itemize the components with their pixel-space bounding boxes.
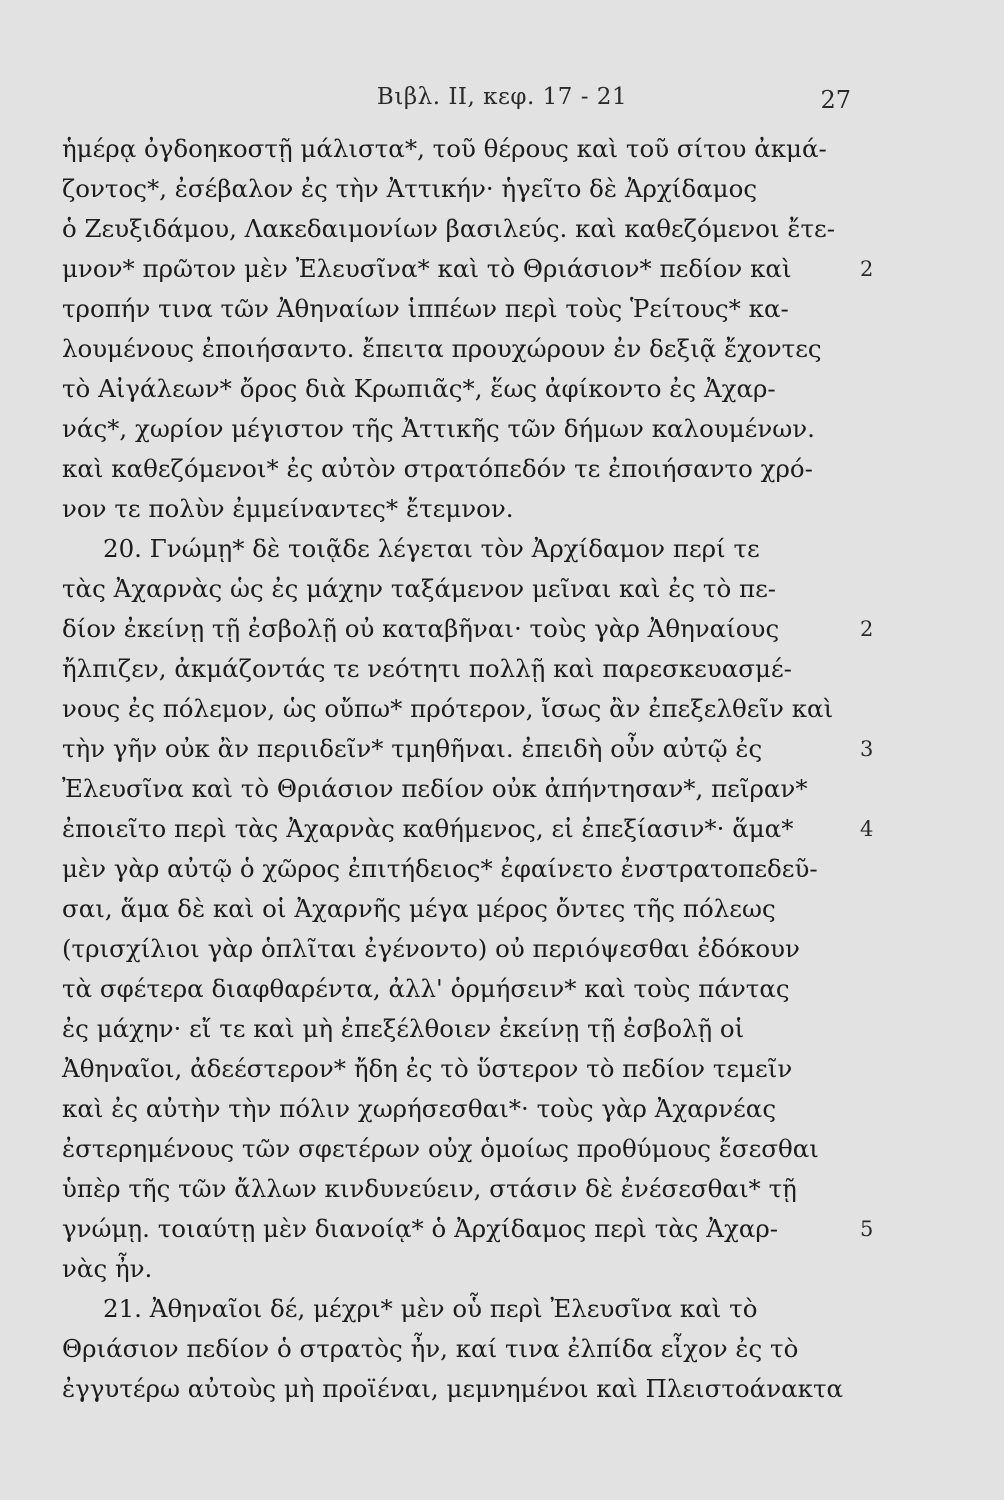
section-heading-line: 21. Ἀθηναῖοι δέ, μέχρι* μὲν οὗ περὶ Ἐλευσῖνα καὶ τὸ	[103, 1294, 758, 1323]
text-line: Ἐλευσῖνα καὶ τὸ Θριάσιον πεδίον οὐκ ἀπήντησαν*, πεῖραν*	[62, 774, 808, 803]
text-line: ἐποιεῖτο περὶ τὰς Ἀχαρνὰς καθήμενος, εἰ ἐπεξίασιν*· ἅμα*	[62, 814, 794, 843]
margin-sentence-number: 3	[860, 737, 874, 761]
text-line: καὶ ἐς αὐτὴν τὴν πόλιν χωρήσεσθαι*· τοὺς γὰρ Ἀχαρνέας	[62, 1094, 777, 1123]
text-line: νον τε πολὺν ἐμμείναντες* ἔτεμνον.	[62, 494, 514, 523]
text-line: Θριάσιον πεδίον ὁ στρατὸς ἦν, καί τινα ἐλπίδα εἶχον ἐς τὸ	[62, 1334, 799, 1363]
text-line: σαι, ἅμα δὲ καὶ οἱ Ἀχαρνῆς μέγα μέρος ὄντες τῆς πόλεως	[62, 894, 776, 923]
running-head: Βιβλ. II, κεφ. 17 - 21	[376, 84, 628, 110]
text-line: τροπήν τινα τῶν Ἀθηναίων ἱππέων περὶ τοὺς Ῥείτους* κα-	[62, 294, 789, 323]
text-line: μὲν γὰρ αὐτῷ ὁ χῶρος ἐπιτήδειος* ἐφαίνετο ἐνστρατοπεδεῦ-	[62, 854, 818, 883]
text-line: ἤλπιζεν, ἀκμάζοντάς τε νεότητι πολλῇ καὶ παρεσκευασμέ-	[62, 654, 792, 683]
text-line: τὰ σφέτερα διαφθαρέντα, ἀλλ' ὁρμήσειν* καὶ τοὺς πάντας	[62, 974, 790, 1003]
page-number: 27	[820, 86, 851, 114]
text-line: ἐς μάχην· εἴ τε καὶ μὴ ἐπεξέλθοιεν ἐκείνῃ τῇ ἐσβολῇ οἱ	[62, 1014, 745, 1043]
section-heading-line: 20. Γνώμῃ* δὲ τοιᾷδε λέγεται τὸν Ἀρχίδαμον περί τε	[103, 534, 760, 563]
margin-sentence-number: 4	[860, 817, 874, 841]
text-line: ἐστερημένους τῶν σφετέρων οὐχ ὁμοίως προθύμους ἔσεσθαι	[62, 1134, 819, 1163]
text-line: (τρισχίλιοι γὰρ ὁπλῖται ἐγένοντο) οὐ περιόψεσθαι ἐδόκουν	[62, 934, 800, 963]
text-line: Ἀθηναῖοι, ἀδεέστερον* ἤδη ἐς τὸ ὕστερον τὸ πεδίον τεμεῖν	[62, 1054, 793, 1083]
margin-sentence-number: 5	[860, 1217, 874, 1241]
text-line: ζοντος*, ἐσέβαλον ἐς τὴν Ἀττικήν· ἡγεῖτο δὲ Ἀρχίδαμος	[62, 174, 758, 203]
text-line: ἡμέρᾳ ὀγδοηκοστῇ μάλιστα*, τοῦ θέρους καὶ τοῦ σίτου ἀκμά-	[62, 134, 827, 163]
text-line: γνώμῃ. τοιαύτῃ μὲν διανοίᾳ* ὁ Ἀρχίδαμος περὶ τὰς Ἀχαρ-	[62, 1214, 779, 1243]
margin-sentence-number: 2	[860, 257, 874, 281]
text-line: νὰς ἦν.	[62, 1254, 153, 1283]
text-line: νάς*, χωρίον μέγιστον τῆς Ἀττικῆς τῶν δήμων καλουμένων.	[62, 414, 815, 443]
text-line: δίον ἐκείνῃ τῇ ἐσβολῇ οὐ καταβῆναι· τοὺς γὰρ Ἀθηναίους	[62, 614, 780, 643]
text-line: ὑπὲρ τῆς τῶν ἄλλων κινδυνεύειν, στάσιν δὲ ἐνέσεσθαι* τῇ	[62, 1174, 797, 1203]
margin-sentence-number: 2	[860, 617, 874, 641]
text-line: ἐγγυτέρω αὐτοὺς μὴ προϊέναι, μεμνημένοι καὶ Πλειστοάνακτα	[62, 1374, 844, 1403]
text-line: λουμένους ἐποιήσαντο. ἔπειτα προυχώρουν ἐν δεξιᾷ ἔχοντες	[62, 334, 822, 363]
text-line: ὁ Ζευξιδάμου, Λακεδαιμονίων βασιλεύς. καὶ καθεζόμενοι ἔτε-	[62, 214, 836, 243]
text-line: νους ἐς πόλεμον, ὡς οὔπω* πρότερον, ἴσως ἂν ἐπεξελθεῖν καὶ	[62, 694, 834, 723]
text-line: καὶ καθεζόμενοι* ἐς αὐτὸν στρατόπεδόν τε ἐποιήσαντο χρό-	[62, 454, 813, 483]
text-line: τὰς Ἀχαρνὰς ὡς ἐς μάχην ταξάμενον μεῖναι καὶ ἐς τὸ πε-	[62, 574, 777, 603]
text-line: μνον* πρῶτον μὲν Ἐλευσῖνα* καὶ τὸ Θριάσιον* πεδίον καὶ	[62, 254, 792, 283]
text-line: τὴν γῆν οὐκ ἂν περιιδεῖν* τμηθῆναι. ἐπειδὴ οὖν αὐτῷ ἐς	[62, 734, 763, 763]
text-line: τὸ Αἰγάλεων* ὄρος διὰ Κρωπιᾶς*, ἕως ἀφίκοντο ἐς Ἀχαρ-	[62, 374, 776, 403]
